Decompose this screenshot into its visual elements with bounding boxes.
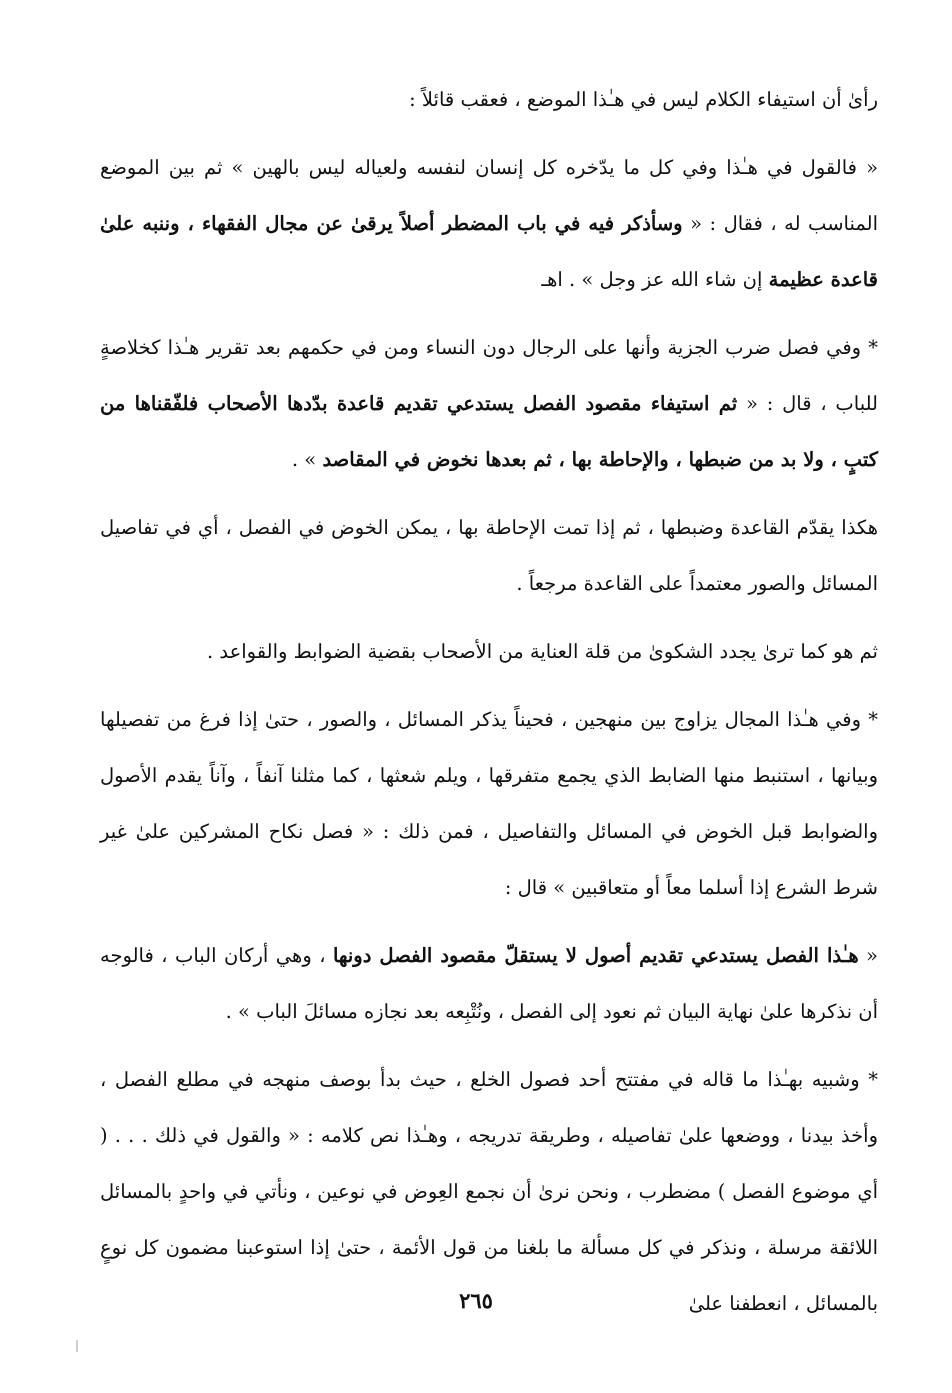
page-body-text [100, 72, 878, 1332]
paragraph-p7 [100, 928, 878, 1040]
quoted-bold-text: هـٰذا الفصل يستدعي تقديم أصول لا يستقلّ مقصود الفصل دونها [332, 944, 859, 967]
paragraph-p4 [100, 500, 878, 612]
body-text: رأىٰ أن استيفاء الكلام ليس في هـٰذا الموضع ، فعقب قائلاً : [409, 88, 878, 111]
quoted-bold-text: وسأذكر فيه في باب المضطر أصلاً يرقىٰ عن مجال الفقهاء ، وننبه علىٰ قاعدة عظيمة [100, 212, 878, 291]
paragraph-p6 [100, 692, 878, 916]
paragraph-p5 [100, 624, 878, 680]
body-text: * وفي هـٰذا المجال يزاوج بين منهجين ، فحيناً يذكر المسائل ، والصور ، حتىٰ إذا فرغ من تفصيلها وبيانها ، استنبط منها الضابط الذي يجمع متفرقها ، ويلم شعثها ، كما مثلنا آنفاً ، وآناً يقدم الأصول والضوابط قبل الخوض في المسائل والتفاصيل ، فمن ذلك : « فصل نكاح المشركين علىٰ غير شرط الشرع إذا أسلما معاً أو متعاقبين » قال : [100, 708, 878, 899]
paragraph-p2 [100, 140, 878, 308]
paragraph-p1 [100, 72, 878, 128]
body-text: هكذا يقدّم القاعدة وضبطها ، ثم إذا تمت الإحاطة بها ، يمكن الخوض في الفصل ، أي في تفاصيل المسائل والصور معتمداً على القاعدة مرجعاً . [100, 516, 878, 595]
page-number: ٢٦٥ [459, 1288, 493, 1313]
body-text: ، وهي أركان الباب ، فالوجه أن نذكرها علىٰ نهاية البيان ثم نعود إلى الفصل ، ونُتْبِعه بعد نجازه مسائلَ الباب » . [100, 944, 878, 1023]
body-text: » . [291, 448, 323, 471]
scan-artifact [76, 1340, 78, 1352]
body-text: إن شاء الله عز وجل » . اهـ [541, 268, 769, 291]
body-text: ثم هو كما ترىٰ يجدد الشكوىٰ من قلة العناية من الأصحاب بقضية الضوابط والقواعد . [207, 640, 878, 663]
body-text: * وشبيه بهـٰذا ما قاله في مفتتح أحد فصول الخلع ، حيث بدأ بوصف منهجه في مطلع الفصل ، وأخذ بيدنا ، ووضعها علىٰ تفاصيله ، وطريقة تدريجه ، وهـٰذا نص كلامه : « والقول في ذلك . . . ( أي موضوع الفصل ) مضطرب ، ونحن نرىٰ أن نجمع العِوض في نوعين ، ونأتي في واحدٍ بالمسائل اللائقة مرسلة ، ونذكر في كل مسألة ما بلغنا من قول الأئمة ، حتىٰ إذا استوعبنا مضمون كل نوعٍ بالمسائل ، انعطفنا علىٰ [100, 1068, 878, 1315]
body-text: « فالقول في هـٰذا وفي كل ما يدّخره كل إنسان لنفسه ولعياله ليس بالهين » ثم بين الموضع المناسب له ، فقال : « [100, 156, 878, 235]
body-text: * وفي فصل ضرب الجزية وأنها على الرجال دون النساء ومن في حكمهم بعد تقرير هـٰذا كخلاصةٍ للباب ، قال : « [100, 336, 878, 415]
paragraph-p3 [100, 320, 878, 488]
body-text: « [858, 944, 878, 967]
quoted-bold-text: ثم استيفاء مقصود الفصل يستدعي تقديم قاعدة بدّدها الأصحاب فلفّقناها من كتبٍ ، ولا بد من ضبطها ، والإحاطة بها ، ثم بعدها نخوض في المقاصد [100, 392, 878, 471]
